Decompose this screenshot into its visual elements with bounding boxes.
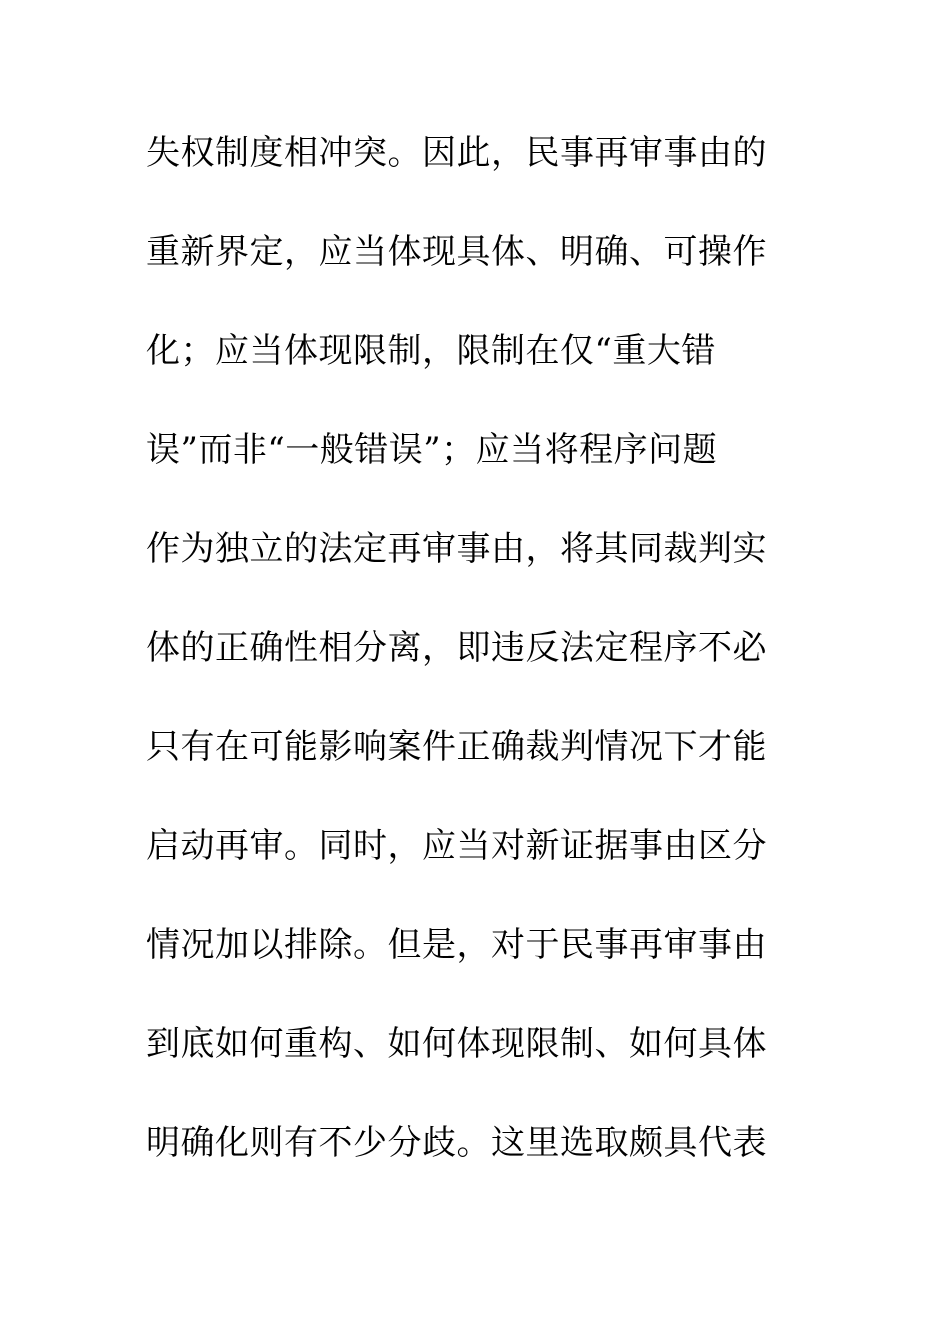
text-line: 情况加以排除。但是，对于民事再审事由	[146, 925, 767, 965]
text-line: 失权制度相冲突。因此，民事再审事由的	[146, 133, 767, 173]
text-line: 化；应当体现限制，限制在仅“重大错	[146, 331, 716, 371]
text-line: 到底如何重构、如何体现限制、如何具体	[146, 1024, 767, 1064]
text-line: 启动再审。同时，应当对新证据事由区分	[146, 826, 767, 866]
body-text	[146, 127, 806, 1216]
text-line: 作为独立的法定再审事由，将其同裁判实	[146, 529, 767, 569]
text-line: 明确化则有不少分歧。这里选取颇具代表	[146, 1123, 767, 1163]
text-line: 体的正确性相分离，即违反法定程序不必	[146, 628, 767, 668]
text-line: 误”而非“一般错误”；应当将程序问题	[146, 430, 718, 470]
text-line: 只有在可能影响案件正确裁判情况下才能	[146, 727, 767, 767]
text-line: 重新界定，应当体现具体、明确、可操作	[146, 232, 767, 272]
